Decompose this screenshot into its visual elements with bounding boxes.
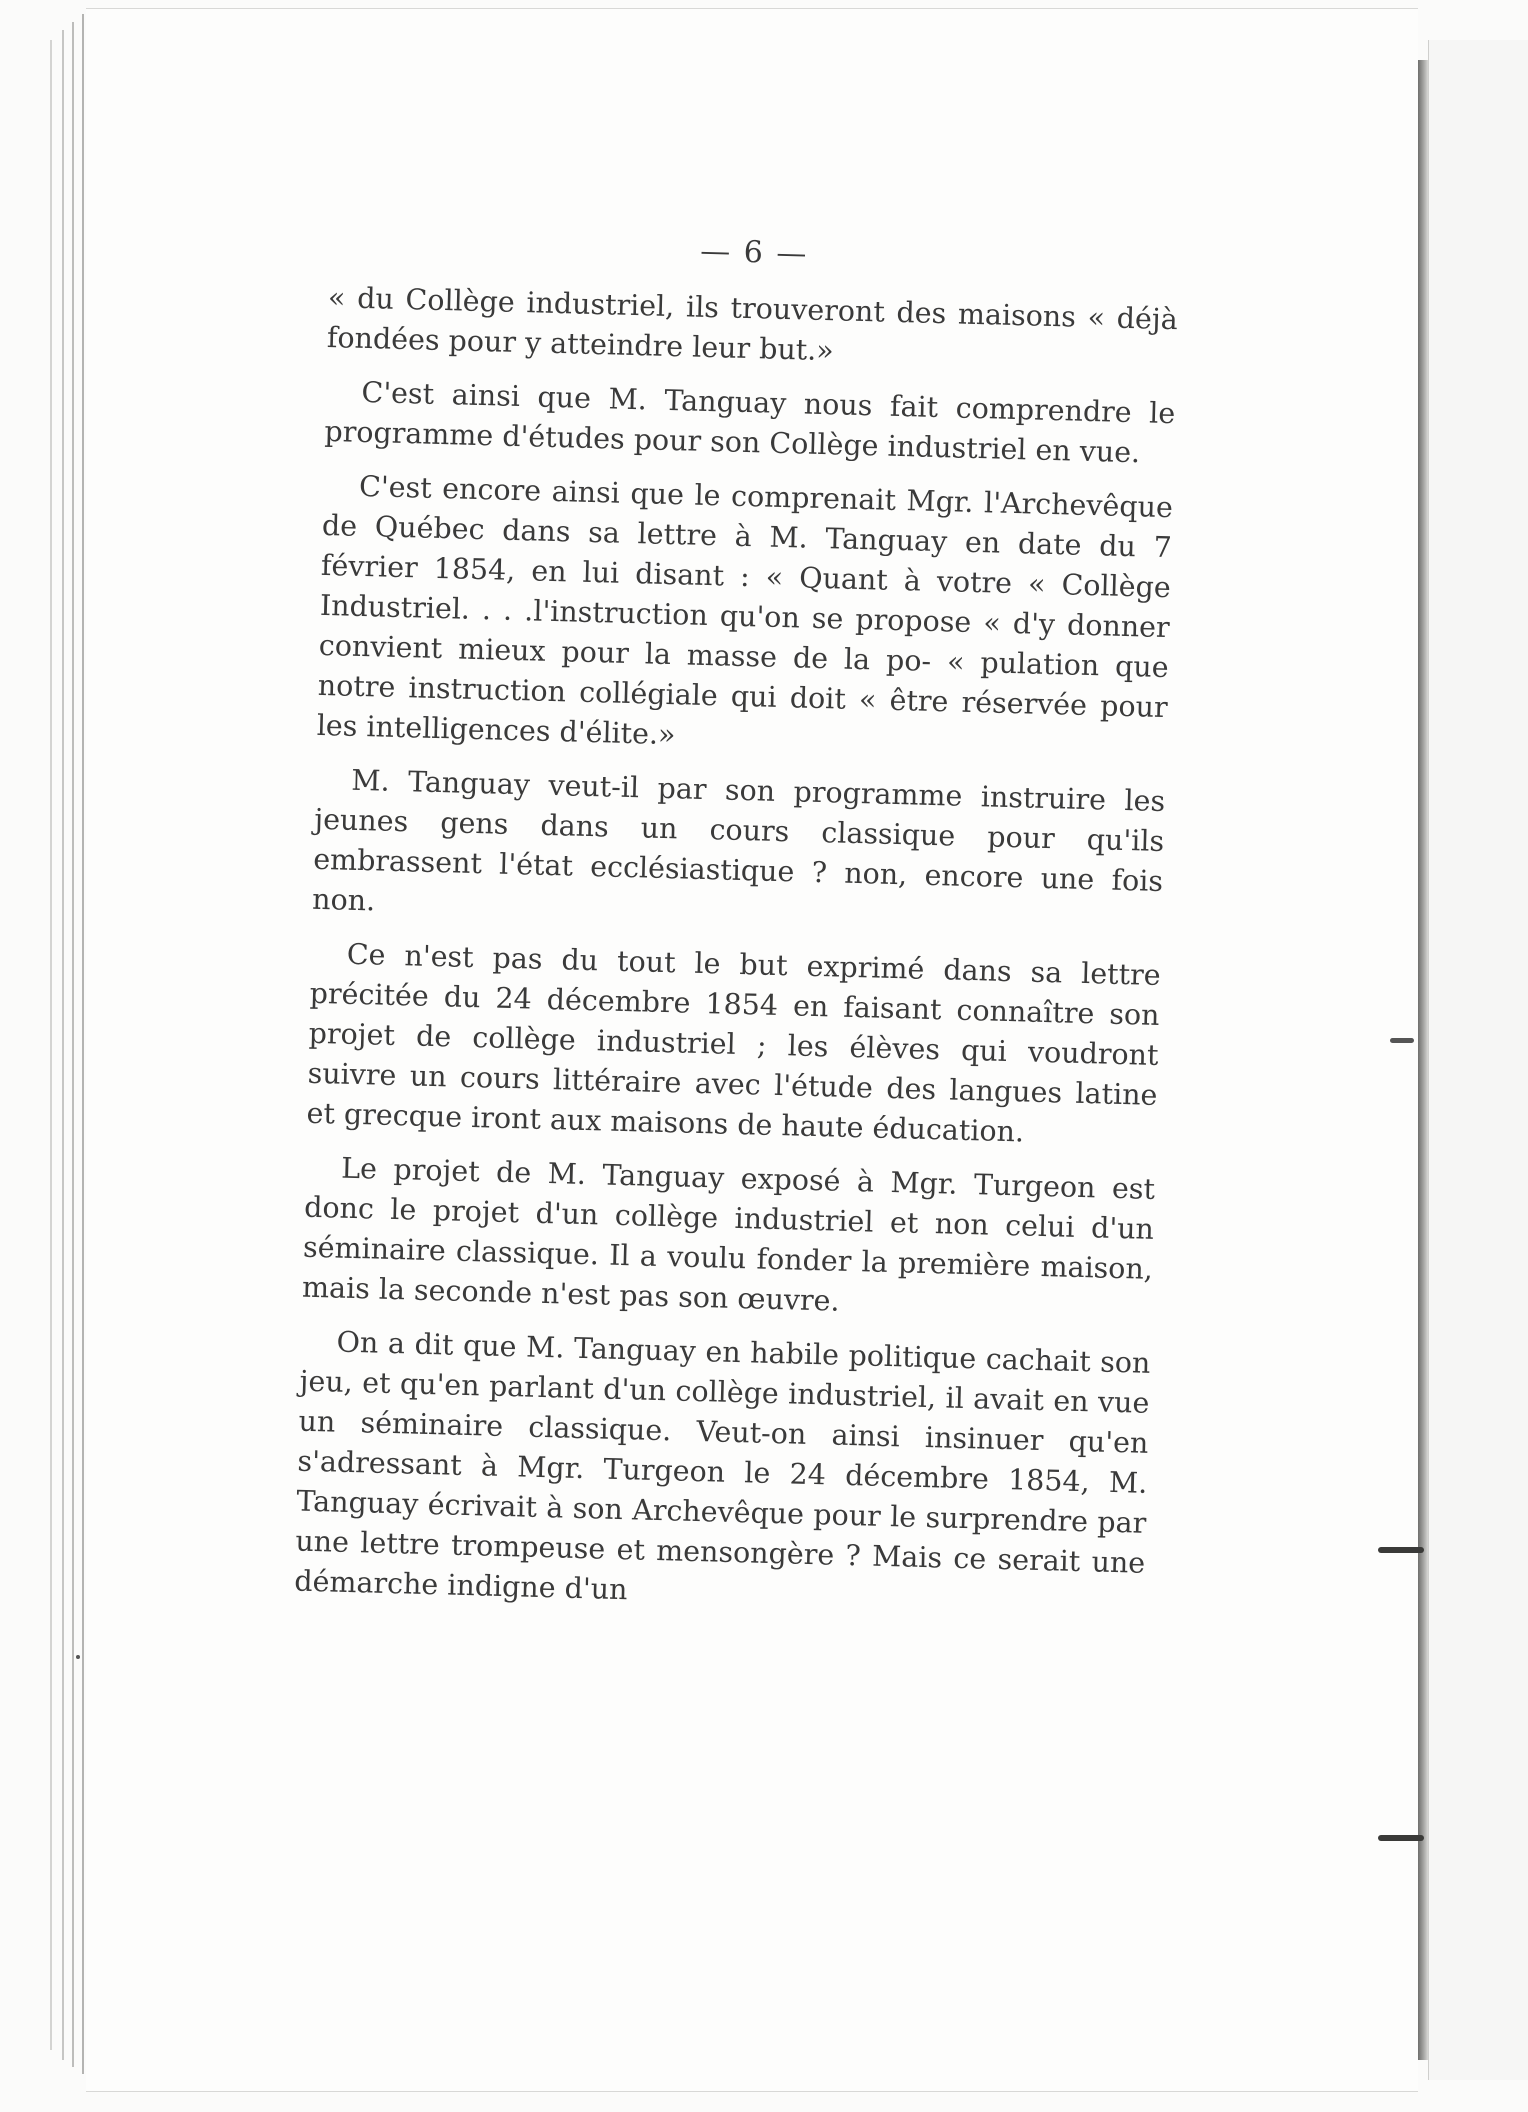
speck [76,1655,80,1659]
page-edge [82,14,84,2074]
binding-thread [1378,1547,1424,1553]
paragraph-7: On a dit que M. Tanguay en habile politique cachait son jeu, et qu'en parlant d'un collège industriel, il avait en vue un séminaire classique. Veut-on ainsi insinuer qu'en s'adressant à Mgr. Turgeon le 24 décembre 1854, M. Tanguay écrivait à son Archevêque pour le surprendre par une lettre trompeuse et mensongère ? Mais ce serait une démarche indigne d'un [293,1325,1151,1607]
binding-thread [1378,1835,1424,1841]
paragraph-2: C'est ainsi que M. Tanguay nous fait comprendre le programme d'études pour son Collège industriel en vue. [324,375,1176,470]
binding-gutter [1418,60,1428,2060]
facing-page-edge [1428,40,1528,2080]
binding-thread [1390,1038,1414,1043]
page-edge [62,30,64,2060]
page-edge [72,22,74,2067]
page-edge [50,40,52,2050]
paragraph-6: Le projet de M. Tanguay exposé à Mgr. Turgeon est donc le projet d'un collège industriel et non celui d'un séminaire classique. Il a voulu fonder la première maison, mais la seconde n'est pas son œuvre. [301,1151,1156,1318]
paragraph-5: Ce n'est pas du tout le but exprimé dans sa lettre précitée du 24 décembre 1854 en faisant connaître son projet de collège industriel ; les élèves qui voudront suivre un cours littéraire avec l'étude des langues latine et grecque iront aux maisons de haute éducation. [306,937,1161,1149]
page-text [294,222,1180,1638]
page-number: — 6 — [699,233,809,272]
paragraph-4: M. Tanguay veut-il par son programme instruire les jeunes gens dans un cours classique pour qu'ils embrassent l'état ecclésiastique ? non, encore une fois non. [311,763,1166,918]
paragraph-3: C'est encore ainsi que le comprenait Mgr. l'Archevêque de Québec dans sa lettre à M. Tanguay en date du 7 février 1854, en lui disant : « Quant à votre « Collège Industriel. . . .l'instruction qu'on se propose « d'y donner convient mieux pour la masse de la po- « pulation que notre instruction collégiale qui doit « être réservée pour les intelligences d'élite.» [316,469,1174,752]
paragraph-1: « du Collège industriel, ils trouveront des maisons « déjà fondées pour y atteindre leur but.» [326,280,1179,368]
